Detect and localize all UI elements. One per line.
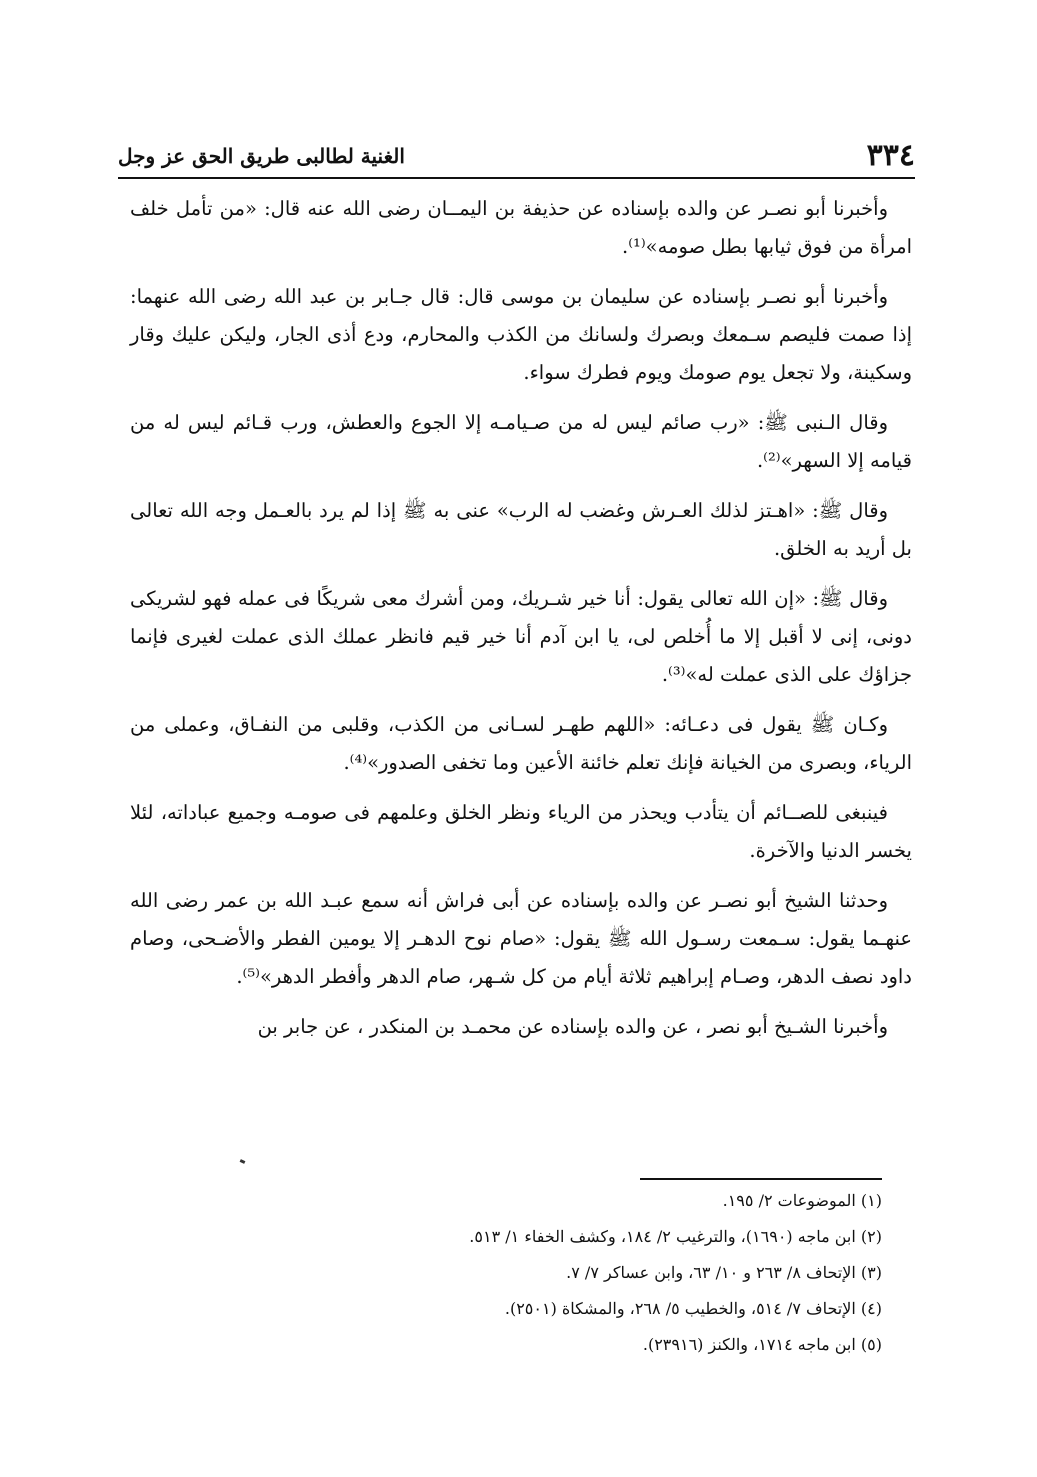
footnote: (٥) ابن ماجه ١٧١٤، والكنز (٢٣٩١٦). [642,1335,882,1354]
footnote: (٢) ابن ماجه (١٦٩٠)، والترغيب ٢/ ١٨٤، وكشف الخفاء ١/ ٥١٣. [469,1227,882,1246]
paragraph: وأخبرنا أبو نصـر عن والده بإسناده عن حذيفة بن اليمــان رضى الله عنه قال: «من تأمل خلف امرأة من فوق ثيابها بطل صومه»⁽¹⁾. [130,197,912,258]
footnotes [200,1183,882,1363]
paragraph: وأخبرنا أبو نصـر بإسناده عن سليمان بن موسى قال: قال جـابر بن عبد الله رضى الله عنهما: إذا صمت فليصم سـمعك وبصرك ولسانك من الكذب والمحارم، ودع أذى الجار، وليكن عليك وقار وسكينة، ولا تجعل يوم صومك ويوم فطرك سواء. [130,285,912,384]
paragraph: وقال ﷺ: «إن الله تعالى يقول: أنا خير شـريك، ومن أشرك معى شريكًا فى عمله فهو لشريكى دونى، إنى لا أقبل إلا ما أُخلص لى، يا ابن آدم أنا خير قيم فانظر عملك الذى عملت لغيرى فإنما جزاؤك على الذى عملت له»⁽³⁾. [130,587,912,686]
footnote: (١) الموضوعات ٢/ ١٩٥. [722,1191,882,1210]
paragraph: وحدثنا الشيخ أبو نصـر عن والده بإسناده عن أبى فراش أنه سمع عبـد الله بن عمر رضى الله عنهـما يقول: سـمعت رسـول الله ﷺ يقول: «صام نوح الدهـر إلا يومين الفطر والأضـحى، وصام داود نصف الدهر، وصـام إبراهيم ثلاثة أيام من كل شـهر، صام الدهر وأفطر الدهر»⁽⁵⁾. [130,889,912,988]
running-title: الغنية لطالبى طريق الحق عز وجل [118,144,405,168]
paragraph: وقال الـنبى ﷺ: «رب صائم ليس له من صـيامـه إلا الجوع والعطش، ورب قـائم ليس له من قيامه إلا السهر»⁽²⁾. [130,411,912,472]
page-header [118,138,915,174]
header-rule [118,177,915,179]
paragraph: وقال ﷺ: «اهـتز لذلك العـرش وغضب له الرب» عنى به ﷺ إذا لم يرد بالعـمل وجه الله تعالى بل أريد به الخلق. [130,499,912,560]
footnote-rule [640,1178,882,1180]
main-text [130,190,912,1058]
stray-mark [240,1159,246,1164]
footnote: (٤) الإتحاف ٧/ ٥١٤، والخطيب ٥/ ٢٦٨، والمشكاة (٢٥٠١). [504,1299,882,1318]
paragraph: وأخبرنا الشـيخ أبو نصر ، عن والده بإسناده عن محمـد بن المنكدر ، عن جابر بن [257,1015,888,1038]
paragraph: فينبغى للصــائم أن يتأدب ويحذر من الرياء ونظر الخلق وعلمهم فى صومـه وجميع عباداته، لئلا يخسر الدنيا والآخرة. [130,801,912,862]
paragraph: وكـان ﷺ يقول فى دعـائه: «اللهم طهـر لسـانى من الكذب، وقلبى من النفـاق، وعملى من الرياء، وبصرى من الخيانة فإنك تعلم خائنة الأعين وما تخفى الصدور»⁽⁴⁾. [130,713,912,774]
page-number: ٣٣٤ [866,138,915,173]
footnote: (٣) الإتحاف ٨/ ٢٦٣ و ١٠/ ٦٣، وابن عساكر ٧/ ٧. [566,1263,882,1282]
